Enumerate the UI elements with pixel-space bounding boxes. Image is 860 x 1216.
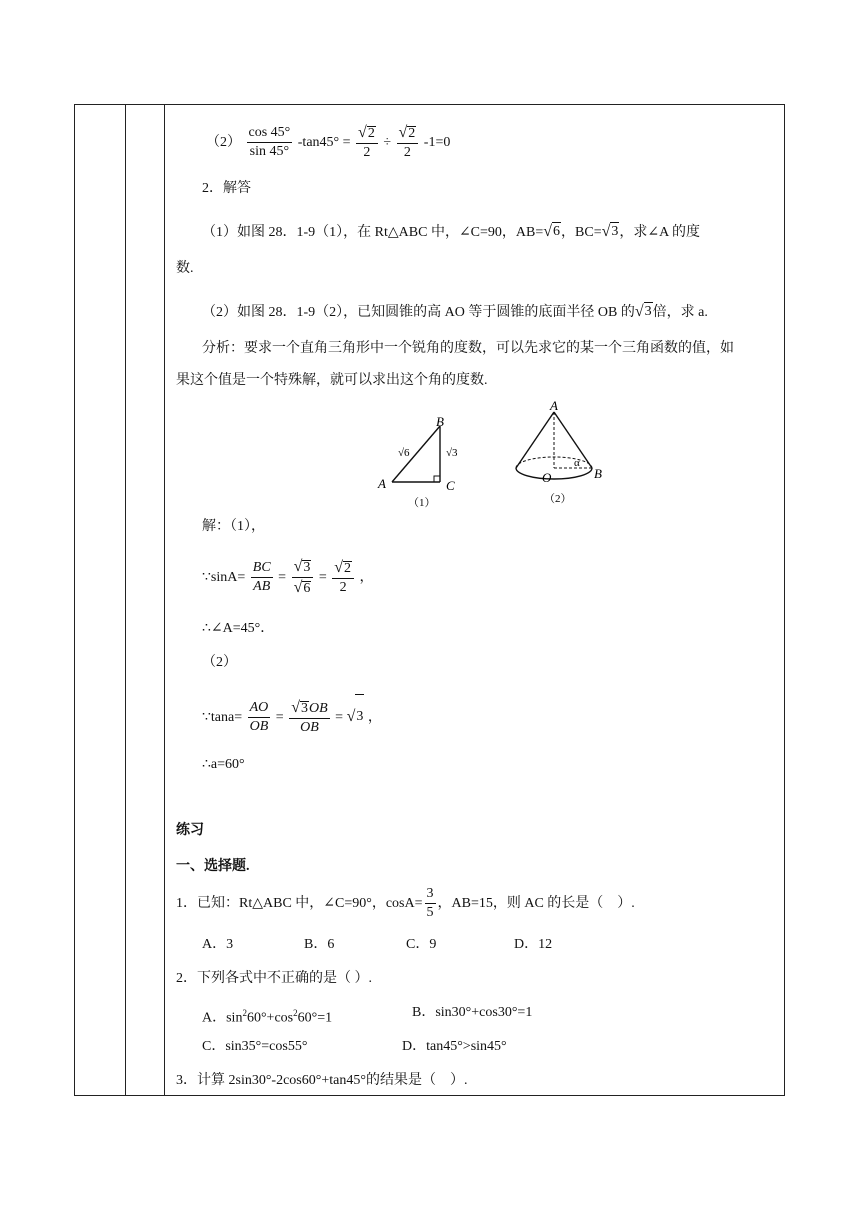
choice-a: A．3 (202, 937, 234, 952)
section-heading: 一、选择题. (176, 859, 250, 874)
choice-d: D．tan45°>sin45° (402, 1039, 507, 1054)
radicand: 3 (300, 701, 308, 717)
denominator: OB (300, 720, 319, 736)
side-ab-label: √6 (398, 447, 410, 459)
radicand: 2 (408, 126, 416, 142)
radicand: 3 (611, 224, 619, 239)
fraction (248, 701, 271, 734)
question-1: （1）如图 28．1-9（1），在 Rt△ABC 中，∠C=90，AB= √ 6 ，BC= √ 3 ，求∠A 的度 (202, 223, 700, 240)
analysis-line-2: 果这个值是一个特殊解，就可以求出这个角的度数. (176, 373, 488, 388)
question-text: ，求∠A 的度 (619, 225, 700, 240)
choice-d: D．12 (514, 937, 553, 952)
numerator: AO (248, 701, 271, 718)
question-text: 倍，求 a. (652, 305, 708, 320)
apex-a-label: A (550, 398, 558, 413)
choice-text: A．sin (202, 1010, 243, 1026)
denominator: 2 (339, 580, 347, 596)
fraction (425, 887, 436, 920)
side-bc-label: √3 (446, 447, 458, 459)
fraction (251, 561, 273, 594)
vertex-a-label: A (378, 476, 386, 491)
solution-part-2: （2） (202, 655, 237, 670)
equation-text: ， (359, 570, 374, 585)
denominator: 2 (363, 145, 371, 161)
fraction: √ 3 √ 6 (292, 559, 314, 596)
divide-sign: ÷ (383, 135, 391, 150)
item-label: （2） (206, 135, 241, 150)
equation-text: -tan45° = (297, 135, 351, 150)
fraction: √ 2 2 (356, 125, 378, 160)
solution-angle-a: ∴∠A=45°． (202, 621, 275, 636)
column-divider (164, 105, 165, 1095)
vertex-c-label: C (446, 478, 455, 493)
radicand: 2 (367, 126, 375, 142)
question-text: （2）如图 28．1-9（2），已知圆锥的高 AO 等于圆锥的底面半径 OB 的 (202, 305, 635, 320)
numerator: BC (251, 561, 273, 578)
analysis-line-1: 分析：要求一个直角三角形中一个锐角的度数，可以先求它的某一个三角函数的值，如 (202, 341, 734, 356)
problem-3: 3．计算 2sin30°-2cos60°+tan45°的结果是（ ）. (176, 1073, 468, 1088)
cone-right-edge (554, 412, 592, 468)
numerator-text: OB (308, 701, 328, 717)
radicand: 2 (344, 561, 352, 577)
equation-item-2 (206, 124, 450, 162)
problem-text: ，AB=15，则 AC 的长是（ ）. (437, 896, 635, 911)
column-divider (125, 105, 126, 1095)
fraction: √ 2 2 (332, 560, 354, 595)
solution-sin-equation: ∵sinA= $\frac{BC}{AB}$ = √ 3 √ 6 = √ 2 2 ， (202, 558, 374, 597)
vertex-b-label: B (436, 414, 444, 429)
heading-answers: 2．解答 (202, 181, 251, 196)
radicand: 3 (644, 304, 652, 319)
fraction (247, 126, 293, 159)
radicand: 3 (355, 694, 364, 739)
figure-caption: （2） (544, 493, 572, 505)
equation-text: -1=0 (423, 135, 451, 150)
question-text: （1）如图 28．1-9（1），在 Rt△ABC 中，∠C=90，AB= (202, 225, 544, 240)
numerator: 3 (425, 887, 436, 904)
figure-triangle (370, 408, 470, 512)
angle-alpha-label: α (574, 457, 580, 469)
denominator: AB (253, 579, 271, 595)
cone-left-edge (516, 412, 554, 468)
problem-1 (176, 884, 635, 924)
choice-c: C．9 (406, 937, 437, 952)
choice-text: 60°=1 (297, 1010, 333, 1026)
denominator: sin 45° (249, 144, 290, 160)
question-1-cont: 数. (176, 261, 194, 276)
solution-heading: 解：（1）， (202, 519, 265, 534)
solution-angle-alpha: ∴a=60° (202, 757, 245, 772)
point-o-label: O (542, 470, 552, 485)
right-angle-mark (434, 476, 440, 482)
equation-text: ∵sinA= (202, 570, 246, 585)
radicand: 6 (553, 224, 561, 239)
choice-c: C．sin35°=cos55° (202, 1039, 308, 1054)
figure-caption: （1） (408, 497, 436, 509)
choice-a: A．$\sin^260^\circ+\cos^260^\circ=1$ (202, 1008, 333, 1026)
denominator: 2 (403, 145, 411, 161)
equation-text: ∵tana= (202, 710, 243, 725)
figure-cone (506, 398, 616, 512)
radicand: 3 (303, 560, 311, 576)
problem-text: 1．已知：Rt△ABC 中，∠C=90°，cosA= (176, 896, 423, 911)
practice-title: 练习 (176, 823, 204, 838)
base-front-arc (516, 468, 592, 479)
choice-b: B．6 (304, 937, 335, 952)
denominator: OB (249, 719, 269, 735)
fraction: √ 3 OB OB (291, 699, 328, 736)
point-b-label: B (594, 466, 602, 481)
equation-text: ， (367, 710, 382, 725)
choice-b: B．sin30°+cos30°=1 (412, 1005, 533, 1020)
problem-2: 2．下列各式中不正确的是（ ）. (176, 971, 372, 986)
fraction: √ 2 2 (397, 125, 419, 160)
denominator: 5 (426, 905, 434, 921)
choice-text: 60°+cos (246, 1010, 294, 1026)
radicand: 6 (303, 581, 311, 597)
question-2: （2）如图 28．1-9（2），已知圆锥的高 AO 等于圆锥的底面半径 OB 的 √ 3 倍，求 a. (202, 303, 708, 320)
numerator: cos 45° (247, 126, 293, 143)
solution-tan-equation: ∵tana= $\frac{AO}{OB}$ = √ 3 OB OB = √ 3 ， (202, 694, 382, 740)
question-text: ，BC= (561, 225, 602, 240)
